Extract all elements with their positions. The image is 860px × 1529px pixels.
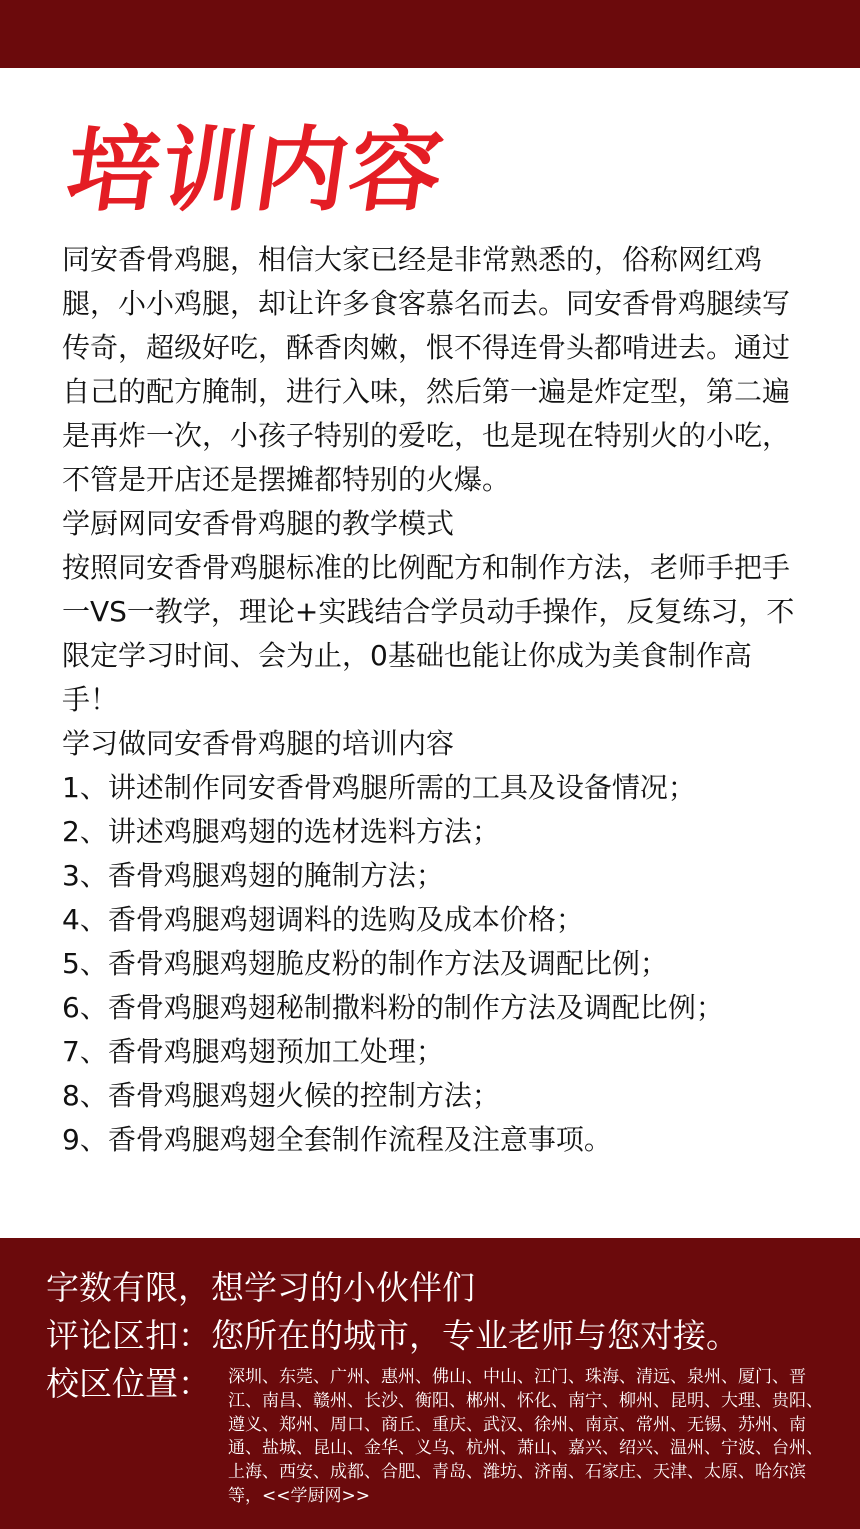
list-item: 1、讲述制作同安香骨鸡腿所需的工具及设备情况； xyxy=(62,771,696,804)
footer-line-1: 字数有限，想学习的小伙伴们 xyxy=(46,1268,475,1307)
intro-paragraph: 同安香骨鸡腿，相信大家已经是非常熟悉的，俗称网红鸡腿，小小鸡腿，却让许多食客慕名而去。同安香骨鸡腿续写传奇，超级好吃，酥香肉嫩，恨不得连骨头都啃进去。通过自己的配方腌制，进行入味，然后第一遍是炸定型，第二遍是再炸一次，小孩子特别的爱吃，也是现在特别火的小吃，不管是开店还是摆摊都特别的火爆。 xyxy=(62,243,791,496)
teaching-heading: 学厨网同安香骨鸡腿的教学模式 xyxy=(62,507,455,540)
body-text xyxy=(62,238,802,1162)
list-item: 3、香骨鸡腿鸡翅的腌制方法； xyxy=(62,859,444,892)
list-item: 9、香骨鸡腿鸡翅全套制作流程及注意事项。 xyxy=(62,1123,612,1156)
page-title: 培训内容 xyxy=(60,117,452,224)
teaching-paragraph: 按照同安香骨鸡腿标准的比例配方和制作方法，老师手把手一VS一教学，理论+实践结合学员动手操作，反复练习，不限定学习时间、会为止，0基础也能让你成为美食制作高手！ xyxy=(62,551,795,716)
content-heading: 学习做同安香骨鸡腿的培训内容 xyxy=(62,727,455,760)
list-item: 2、讲述鸡腿鸡翅的选材选料方法； xyxy=(62,815,500,848)
list-item: 8、香骨鸡腿鸡翅火候的控制方法； xyxy=(62,1079,500,1112)
main-content xyxy=(0,68,860,1238)
content-list xyxy=(62,766,802,1162)
top-banner xyxy=(0,0,860,68)
list-item: 4、香骨鸡腿鸡翅调料的选购及成本价格； xyxy=(62,903,584,936)
list-item: 5、香骨鸡腿鸡翅脆皮粉的制作方法及调配比例； xyxy=(62,947,668,980)
footer-banner xyxy=(0,1238,860,1529)
list-item: 6、香骨鸡腿鸡翅秘制撒料粉的制作方法及调配比例； xyxy=(62,991,724,1024)
list-item: 7、香骨鸡腿鸡翅预加工处理； xyxy=(62,1035,444,1068)
campus-label: 校区位置： xyxy=(46,1364,211,1403)
footer-line-2: 评论区扣：您所在的城市，专业老师与您对接。 xyxy=(46,1316,739,1355)
campus-city-list: 深圳、东莞、广州、惠州、佛山、中山、江门、珠海、清远、泉州、厦门、晋江、南昌、赣州、长沙、衡阳、郴州、怀化、南宁、柳州、昆明、大理、贵阳、遵义、郑州、周口、商丘、重庆、武汉、徐州、南京、常州、无锡、苏州、南通、盐城、昆山、金华、义乌、杭州、萧山、嘉兴、绍兴、温州、宁波、台州、上海、西安、成都、合肥、青岛、潍坊、济南、石家庄、天津、太原、哈尔滨等，<<学厨网>> xyxy=(228,1367,823,1506)
